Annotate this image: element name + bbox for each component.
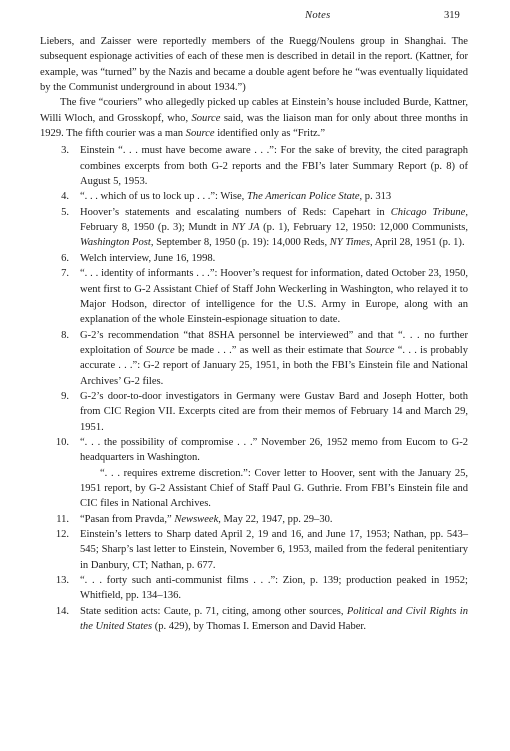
note-text: “Pasan from Pravda,” Newsweek, May 22, 1947, pp. 29–30.: [80, 513, 333, 525]
note-number: 7.: [61, 268, 69, 280]
note-text: Einstein’s letters to Sharp dated April 2, 19 and 16, and June 17, 1953; Nathan, pp. 543–545; Sharp’s last letter to Einstein, November 6, 1953, mailed from the federal penitentiary in Danbury, CT; Nathan, p. 677.: [80, 529, 468, 571]
note-text: “. . . which of us to lock up . . .”: Wise, The American Police State, p. 313: [80, 191, 392, 203]
note-item: [40, 266, 468, 327]
note-item: [40, 143, 468, 189]
intro-paragraph: The five “couriers” who allegedly picked up cables at Einstein’s house included Burde, Kattner, Willi Wloch, and Grosskopf, who, Source said, was the liaison man for only about three months in 1929. The fifth courier was a man Source identified only as “Fritz.”: [40, 97, 468, 140]
note-number: 8.: [61, 329, 69, 341]
italic-title: Source: [185, 128, 215, 140]
note-number: 12.: [55, 529, 69, 540]
note-text: State sedition acts: Caute, p. 71, citing, among other sources, Political and Civil Rights in the United States (p. 429), by Thomas I. Emerson and David Haber.: [80, 605, 469, 633]
notes-body: [40, 34, 468, 634]
note-text: Welch interview, June 16, 1998.: [80, 252, 216, 264]
italic-title: Newsweek: [174, 513, 219, 525]
italic-title: Source: [191, 112, 221, 124]
italic-title: Chicago Tribune: [390, 206, 466, 218]
note-number: 9.: [61, 390, 69, 402]
note-text: Hoover’s statements and escalating numbers of Reds: Capehart in Chicago Tribune, February 8, 1950 (p. 3); Mundt in NY JA (p. 1), February 12, 1950: 12,000 Communists, Washington Post, September 8, 1950 (p. 19): 14,000 Reds, NY Times, April 28, 1951 (p. 1).: [80, 206, 468, 249]
note-item: [40, 604, 468, 635]
italic-title: The American Police State: [246, 191, 360, 203]
note-number: 10.: [55, 436, 69, 448]
note-item: [40, 328, 468, 389]
note-number: 6.: [61, 252, 69, 264]
italic-title: NY Times: [329, 237, 370, 249]
italic-title: Source: [145, 344, 175, 356]
note-item: [40, 389, 468, 435]
italic-title: Washington Post: [80, 237, 151, 249]
note-text: “. . . identity of informants . . .”: Hoover’s request for information, dated October 23, 1950, went first to G-2 Assistant Chief of Staff John Weckerling in Washington, who relayed it to Major Hodson, director of intelligence for the U.S. Army in Europe, along with an explanation of the whole Einstein-espionage situation to date.: [80, 268, 468, 326]
running-head-title: Notes: [305, 10, 331, 21]
note-item: [40, 512, 468, 527]
note-item: [40, 527, 468, 573]
note-item: [40, 189, 468, 204]
note-item: [40, 251, 468, 266]
italic-title: NY JA: [231, 222, 260, 234]
page-number: 319: [444, 10, 460, 21]
note-number: 13.: [55, 575, 69, 587]
note-continuation: “. . . requires extreme discretion.”: Cover letter to Hoover, sent with the January 25, 1951 report, by G-2 Assistant Chief of Staff Paul G. Guthrie. From FBI’s Einstein file and CIC files in National Archives.: [80, 467, 468, 510]
note-item: [40, 435, 468, 512]
italic-title: Political and Civil Rights in the United States: [80, 605, 469, 633]
note-text: Einstein “. . . must have become aware . . .”: For the sake of brevity, the cited paragraph combines excerpts from both G-2 reports and the FBI’s later Summary Report (p. 8) of August 5, 1953.: [80, 145, 468, 188]
note-text: G-2’s door-to-door investigators in Germany were Gustav Bard and Joseph Hotter, both from CIC Region VII. Excerpts cited are from their memos of February 14 and March 29, 1951.: [80, 390, 468, 433]
note-number: 3.: [61, 145, 69, 157]
note-item: [40, 205, 468, 251]
note-text: “. . . forty such anti-communist films . . .”: Zion, p. 139; production peaked in 1952; Whitfield, pp. 134–136.: [80, 575, 468, 602]
intro-paragraph: Liebers, and Zaisser were reportedly members of the Ruegg/Noulens group in Shanghai. The subsequent espionage activities of each of these men is described in detail in the report. (Kattner, for example, was “turned” by the Nazis and became a double agent before he “was eventually liquidated by the Communist underground in about 1934.”): [40, 36, 468, 94]
note-text: G-2’s recommendation “that 8SHA personnel be interviewed” and that “. . . no further exploitation of Source be made . . .” as well as their estimate that Source “. . . is probably accurate . . .”: G-2 report of January 25, 1951, in both the FBI’s Einstein file and National Archives’ G-2 files.: [80, 329, 468, 387]
note-number: 14.: [55, 605, 69, 617]
note-number: 5.: [61, 206, 69, 218]
note-number: 4.: [61, 191, 69, 203]
note-text: “. . . the possibility of compromise . . .” November 26, 1952 memo from Eucom to G-2 headquarters in Washington.: [80, 436, 468, 464]
running-head: [0, 8, 510, 24]
italic-title: Source: [365, 344, 395, 356]
note-item: [40, 573, 468, 604]
note-number: 11.: [56, 513, 69, 525]
